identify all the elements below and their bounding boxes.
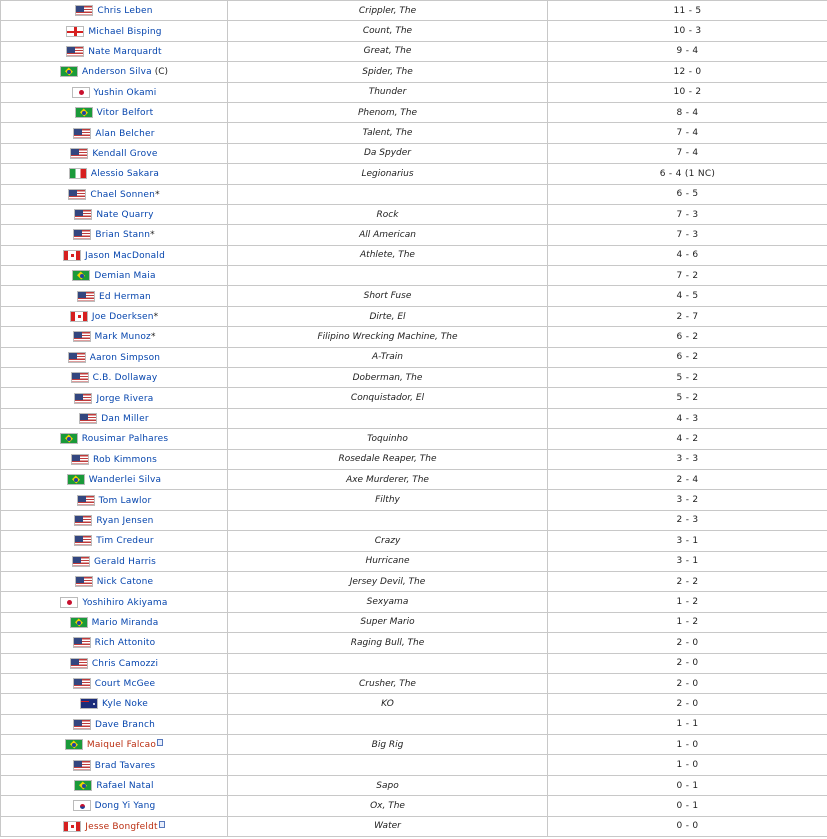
record-cell: 11 - 5: [548, 1, 827, 21]
nickname-cell: Athlete, The: [228, 245, 548, 265]
nickname-cell: Da Spyder: [228, 143, 548, 163]
record-cell: 0 - 0: [548, 816, 827, 836]
flag-icon: [74, 209, 92, 220]
record-cell: 2 - 7: [548, 306, 827, 326]
nickname-cell: Spider, The: [228, 62, 548, 82]
record-cell: 3 - 3: [548, 449, 827, 469]
record-cell: 2 - 0: [548, 673, 827, 693]
fighter-cell: [1, 694, 228, 714]
fighter-cell: [1, 164, 228, 184]
fighter-cell: [1, 775, 228, 795]
record-cell: 4 - 6: [548, 245, 827, 265]
table-row: [1, 286, 827, 306]
record-cell: 7 - 3: [548, 225, 827, 245]
table-row: [1, 449, 827, 469]
nickname-cell: Rock: [228, 204, 548, 224]
record-cell: 0 - 1: [548, 775, 827, 795]
fighter-cell: [1, 306, 228, 326]
table-row: [1, 41, 827, 61]
nickname-cell: Short Fuse: [228, 286, 548, 306]
table-row: [1, 531, 827, 551]
record-cell: 4 - 3: [548, 408, 827, 428]
flag-icon: [80, 698, 98, 709]
nickname-cell: Rosedale Reaper, The: [228, 449, 548, 469]
record-cell: 5 - 2: [548, 388, 827, 408]
nickname-cell: Great, The: [228, 41, 548, 61]
nickname-cell: Talent, The: [228, 123, 548, 143]
flag-icon: [60, 597, 78, 608]
record-cell: 1 - 0: [548, 755, 827, 775]
fighter-cell: [1, 816, 228, 836]
nickname-cell: Legionarius: [228, 164, 548, 184]
nickname-cell: [228, 266, 548, 286]
fighter-link[interactable]: Rousimar Palhares: [81, 434, 169, 445]
table-row: [1, 388, 827, 408]
flag-icon: [70, 617, 88, 628]
flag-icon: [73, 678, 91, 689]
fighter-link[interactable]: Chris Camozzi: [91, 658, 159, 669]
fighter-link[interactable]: Maiquel Falcao: [86, 740, 157, 751]
table-row: [1, 592, 827, 612]
fighter-cell: [1, 551, 228, 571]
table-row: [1, 266, 827, 286]
flag-icon: [60, 66, 78, 77]
table-row: [1, 143, 827, 163]
record-cell: 3 - 1: [548, 551, 827, 571]
flag-icon: [79, 413, 97, 424]
fighter-link[interactable]: Dave Branch: [94, 719, 156, 730]
fighter-link[interactable]: Rich Attonito: [94, 638, 156, 649]
flag-icon: [71, 454, 89, 465]
record-cell: 2 - 2: [548, 571, 827, 591]
fighter-link[interactable]: Alan Belcher: [95, 128, 155, 139]
table-row: [1, 123, 827, 143]
flag-icon: [72, 270, 90, 281]
table-row: [1, 306, 827, 326]
fighter-cell: [1, 82, 228, 102]
fighter-cell: [1, 123, 228, 143]
nickname-cell: Crazy: [228, 531, 548, 551]
record-cell: 3 - 1: [548, 531, 827, 551]
flag-icon: [69, 168, 87, 179]
record-cell: 6 - 5: [548, 184, 827, 204]
flag-icon: [77, 291, 95, 302]
flag-icon: [73, 800, 91, 811]
flag-icon: [77, 495, 95, 506]
table-row: [1, 21, 827, 41]
nickname-cell: Axe Murderer, The: [228, 469, 548, 489]
fighter-link[interactable]: Nate Marquardt: [88, 46, 162, 57]
table-row: [1, 633, 827, 653]
nickname-cell: [228, 653, 548, 673]
nickname-cell: Ox, The: [228, 796, 548, 816]
fighter-cell: [1, 21, 228, 41]
nickname-cell: [228, 408, 548, 428]
flag-icon: [60, 433, 78, 444]
fighter-link[interactable]: Aaron Simpson: [89, 352, 161, 363]
fighter-cell: [1, 62, 228, 82]
fighter-suffix: *: [150, 230, 155, 241]
fighter-cell: [1, 653, 228, 673]
record-cell: 5 - 2: [548, 368, 827, 388]
record-cell: 2 - 3: [548, 510, 827, 530]
record-cell: 10 - 2: [548, 82, 827, 102]
flag-icon: [71, 372, 89, 383]
table-row: [1, 82, 827, 102]
record-cell: 6 - 2: [548, 327, 827, 347]
record-cell: 2 - 0: [548, 694, 827, 714]
table-row: [1, 816, 827, 836]
table-row: [1, 775, 827, 795]
record-cell: 7 - 2: [548, 266, 827, 286]
fighter-cell: [1, 388, 228, 408]
record-cell: 2 - 0: [548, 633, 827, 653]
fighter-cell: [1, 204, 228, 224]
flag-icon: [74, 780, 92, 791]
nickname-cell: Crusher, The: [228, 673, 548, 693]
record-cell: 2 - 4: [548, 469, 827, 489]
fighter-cell: [1, 102, 228, 122]
nickname-cell: [228, 184, 548, 204]
fighter-link[interactable]: Jason MacDonald: [84, 250, 166, 261]
table-row: [1, 694, 827, 714]
fighter-link[interactable]: Gerald Harris: [93, 556, 157, 567]
table-row: [1, 469, 827, 489]
fighter-link[interactable]: Nick Catone: [96, 577, 154, 588]
table-row: [1, 735, 827, 755]
nickname-cell: [228, 755, 548, 775]
fighter-cell: [1, 673, 228, 693]
nickname-cell: [228, 714, 548, 734]
record-cell: 6 - 4 (1 NC): [548, 164, 827, 184]
fighter-cell: [1, 429, 228, 449]
fighter-cell: [1, 469, 228, 489]
flag-icon: [73, 128, 91, 139]
fighter-cell: [1, 327, 228, 347]
table-row: [1, 327, 827, 347]
table-row: [1, 184, 827, 204]
fighter-cell: [1, 612, 228, 632]
nickname-cell: Super Mario: [228, 612, 548, 632]
flag-icon: [73, 637, 91, 648]
flag-icon: [70, 148, 88, 159]
fighter-link[interactable]: Yoshihiro Akiyama: [82, 597, 168, 608]
fighter-link[interactable]: Anderson Silva: [81, 67, 152, 78]
record-cell: 3 - 2: [548, 490, 827, 510]
fighter-link[interactable]: Wanderlei Silva: [88, 475, 162, 486]
fighter-cell: [1, 449, 228, 469]
nickname-cell: Thunder: [228, 82, 548, 102]
flag-icon: [65, 739, 83, 750]
fighter-link[interactable]: Tom Lawlor: [98, 495, 152, 506]
nickname-cell: All American: [228, 225, 548, 245]
fighter-link[interactable]: Jorge Rivera: [96, 393, 154, 404]
record-cell: 1 - 0: [548, 735, 827, 755]
fighter-suffix: (C): [151, 67, 169, 78]
fighter-cell: [1, 408, 228, 428]
fighter-link[interactable]: Vitor Belfort: [96, 108, 154, 119]
table-row: [1, 164, 827, 184]
record-cell: 1 - 2: [548, 612, 827, 632]
fighter-link[interactable]: Chael Sonnen: [90, 189, 156, 200]
table-row: [1, 653, 827, 673]
flag-icon: [74, 535, 92, 546]
table-row: [1, 796, 827, 816]
table-row: [1, 429, 827, 449]
flag-icon: [68, 352, 86, 363]
fighter-cell: [1, 490, 228, 510]
flag-icon: [73, 229, 91, 240]
nickname-cell: Raging Bull, The: [228, 633, 548, 653]
fighter-link[interactable]: Brad Tavares: [94, 760, 156, 771]
record-cell: 4 - 2: [548, 429, 827, 449]
fighter-cell: [1, 531, 228, 551]
flag-icon: [75, 107, 93, 118]
table-row: [1, 62, 827, 82]
fighter-link[interactable]: Mario Miranda: [91, 617, 159, 628]
fighter-link[interactable]: Tim Credeur: [96, 536, 154, 547]
table-row: [1, 408, 827, 428]
fighter-cell: [1, 571, 228, 591]
fighter-cell: [1, 592, 228, 612]
fighter-cell: [1, 796, 228, 816]
record-cell: 12 - 0: [548, 62, 827, 82]
fighter-link[interactable]: Mark Munoz: [94, 332, 151, 343]
nickname-cell: Dirte, El: [228, 306, 548, 326]
nickname-cell: Sapo: [228, 775, 548, 795]
record-cell: 0 - 1: [548, 796, 827, 816]
fighter-suffix: *: [153, 312, 159, 323]
fighter-cell: [1, 347, 228, 367]
fighter-link[interactable]: Chris Leben: [97, 6, 153, 17]
flag-icon: [74, 393, 92, 404]
table-row: [1, 225, 827, 245]
record-cell: 6 - 2: [548, 347, 827, 367]
fighter-cell: [1, 633, 228, 653]
record-cell: 10 - 3: [548, 21, 827, 41]
flag-icon: [73, 331, 91, 342]
record-cell: 7 - 4: [548, 123, 827, 143]
table-row: [1, 245, 827, 265]
fighter-cell: [1, 266, 228, 286]
fighter-cell: [1, 286, 228, 306]
nickname-cell: Hurricane: [228, 551, 548, 571]
table-row: [1, 571, 827, 591]
table-row: [1, 510, 827, 530]
flag-icon: [73, 760, 91, 771]
nickname-cell: Jersey Devil, The: [228, 571, 548, 591]
flag-icon: [63, 250, 81, 261]
fighter-cell: [1, 735, 228, 755]
nickname-cell: Filthy: [228, 490, 548, 510]
fighter-link[interactable]: Jesse Bongfeldt: [85, 821, 158, 832]
fighter-link[interactable]: Alessio Sakara: [90, 169, 160, 180]
fighter-link[interactable]: Brian Stann: [95, 230, 151, 241]
fighter-link[interactable]: Kyle Noke: [102, 699, 148, 710]
fighter-link[interactable]: Kendall Grove: [92, 148, 158, 159]
fighter-suffix: *: [155, 189, 160, 200]
fighter-link[interactable]: Nate Quarry: [96, 210, 154, 221]
nickname-cell: Count, The: [228, 21, 548, 41]
record-cell: 8 - 4: [548, 102, 827, 122]
nickname-cell: Sexyama: [228, 592, 548, 612]
table-row: [1, 612, 827, 632]
nickname-cell: Filipino Wrecking Machine, The: [228, 327, 548, 347]
fighter-link[interactable]: Ed Herman: [99, 291, 151, 302]
nickname-cell: Doberman, The: [228, 368, 548, 388]
record-cell: 1 - 2: [548, 592, 827, 612]
record-cell: 2 - 0: [548, 653, 827, 673]
record-cell: 1 - 1: [548, 714, 827, 734]
flag-icon: [72, 556, 90, 567]
roster-body: [1, 1, 827, 837]
record-cell: 7 - 4: [548, 143, 827, 163]
table-row: [1, 368, 827, 388]
flag-icon: [74, 515, 92, 526]
fighter-cell: [1, 714, 228, 734]
table-row: [1, 714, 827, 734]
fighter-cell: [1, 225, 228, 245]
fighter-cell: [1, 510, 228, 530]
nickname-cell: A-Train: [228, 347, 548, 367]
nickname-cell: Phenom, The: [228, 102, 548, 122]
fighter-cell: [1, 755, 228, 775]
fighter-suffix: *: [150, 332, 156, 343]
fighter-link[interactable]: Rafael Natal: [96, 781, 154, 792]
external-link-icon[interactable]: [159, 821, 165, 828]
flag-icon: [67, 474, 85, 485]
flag-icon: [66, 26, 84, 37]
fighter-link[interactable]: Yushin Okami: [93, 87, 157, 98]
flag-icon: [73, 719, 91, 730]
table-row: [1, 102, 827, 122]
nickname-cell: Big Rig: [228, 735, 548, 755]
table-row: [1, 490, 827, 510]
flag-icon: [63, 821, 81, 832]
record-cell: 4 - 5: [548, 286, 827, 306]
table-row: [1, 1, 827, 21]
nickname-cell: Conquistador, El: [228, 388, 548, 408]
fighter-link[interactable]: Joe Doerksen: [91, 312, 154, 323]
flag-icon: [70, 658, 88, 669]
flag-icon: [72, 87, 90, 98]
fighter-link[interactable]: Dong Yi Yang: [94, 801, 156, 812]
nickname-cell: Toquinho: [228, 429, 548, 449]
table-row: [1, 551, 827, 571]
fighter-link[interactable]: Demian Maia: [94, 271, 156, 282]
nickname-cell: Water: [228, 816, 548, 836]
record-cell: 7 - 3: [548, 204, 827, 224]
nickname-cell: Crippler, The: [228, 1, 548, 21]
fighter-link[interactable]: Michael Bisping: [88, 26, 162, 37]
flag-icon: [66, 46, 84, 57]
fighter-link[interactable]: Dan Miller: [101, 414, 149, 424]
table-row: [1, 673, 827, 693]
fighter-cell: [1, 1, 228, 21]
nickname-cell: KO: [228, 694, 548, 714]
fighter-link[interactable]: Court McGee: [94, 679, 156, 690]
fighter-link[interactable]: C.B. Dollaway: [92, 373, 158, 384]
fighter-cell: [1, 143, 228, 163]
nickname-cell: [228, 510, 548, 530]
fighter-link[interactable]: Ryan Jensen: [96, 515, 154, 526]
fighter-cell: [1, 41, 228, 61]
flag-icon: [68, 189, 86, 200]
fighter-cell: [1, 245, 228, 265]
fighter-cell: [1, 368, 228, 388]
record-cell: 9 - 4: [548, 41, 827, 61]
table-row: [1, 204, 827, 224]
flag-icon: [70, 311, 88, 322]
table-row: [1, 347, 827, 367]
flag-icon: [75, 5, 93, 16]
table-row: [1, 755, 827, 775]
fighter-link[interactable]: Rob Kimmons: [93, 454, 157, 465]
external-link-icon[interactable]: [157, 739, 163, 746]
flag-icon: [75, 576, 93, 587]
fighter-cell: [1, 184, 228, 204]
